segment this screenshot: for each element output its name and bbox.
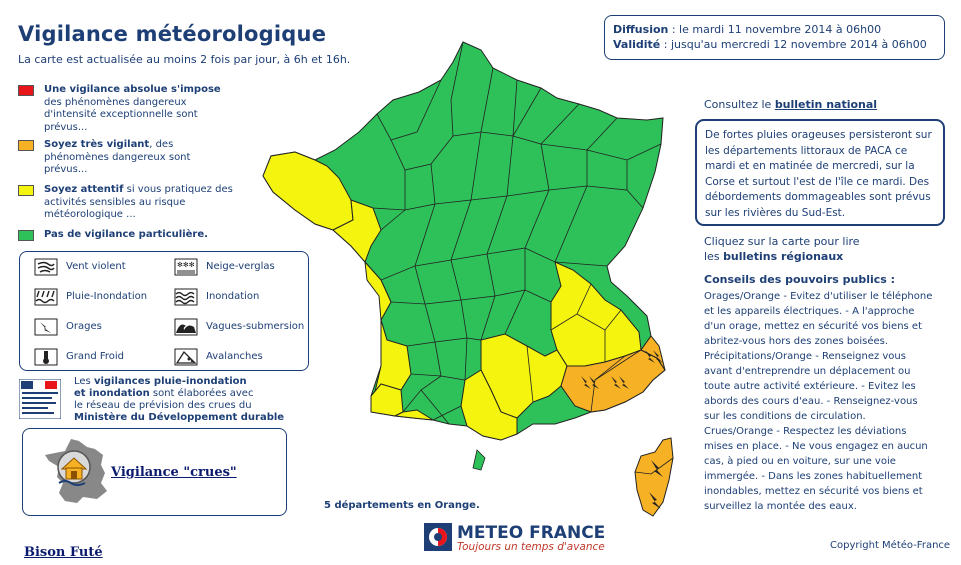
legend-yellow [18, 184, 233, 222]
meteo-france-slogan: Toujours un temps d'avance [457, 541, 605, 553]
diffusion-value: : le mardi 11 novembre 2014 à 06h00 [668, 23, 882, 36]
france-flood-map-icon [43, 437, 111, 509]
meteo-france-logo-icon [424, 523, 452, 551]
phenomenon-cold [34, 348, 124, 366]
phenomenon-label: Vagues-submersion [206, 321, 305, 332]
bulletin-summary: De fortes pluies orageuses persisteront sur les départements littoraux de PACA ce mardi et en matinée de mercredi, sur la Corse et surtout l'est de l'île ce mardi. Des débordements dommageables sont prévus sur les rivières du Sud-Est. [695, 119, 945, 226]
regional-bulletins-note [704, 234, 944, 264]
avalanche-icon [174, 348, 198, 366]
validity-value: : jusqu'au mercredi 12 novembre 2014 à 06h00 [660, 38, 927, 51]
consult-prefix: Consultez le [704, 98, 775, 111]
phenomenon-label: Pluie-Inondation [66, 291, 148, 302]
legend-green-title: Pas de vigilance particulière. [44, 229, 208, 240]
phenomenon-flood [174, 288, 259, 306]
phenomenon-label: Inondation [206, 291, 260, 302]
legend-yellow-title: Soyez attentif [44, 184, 124, 195]
advice-title: Conseils des pouvoirs publics : [704, 273, 896, 286]
ministry-strong: et inondation [74, 388, 150, 399]
red-swatch [18, 85, 34, 96]
rain-flood-icon [34, 288, 58, 306]
validity-label: Validité [613, 38, 661, 51]
lightning-icon [34, 318, 58, 336]
ministry-text: Les [74, 376, 94, 387]
ministry-text: le réseau de prévision des crues du [74, 400, 252, 411]
copyright: Copyright Météo-France [830, 540, 951, 551]
legend-orange [18, 139, 233, 177]
page-subtitle: La carte est actualisée au moins 2 fois par jour, à 6h et 16h. [18, 53, 351, 66]
ministry-text: sont élaborées avec [149, 388, 254, 399]
bison-fute-link[interactable]: Bison Futé [24, 545, 103, 560]
vigilance-crues-link[interactable]: Vigilance "crues" [111, 465, 237, 480]
svg-text:✻✻✻: ✻✻✻ [177, 261, 195, 269]
regional-bulletins-link[interactable]: bulletins régionaux [723, 250, 844, 263]
page-title: Vigilance météorologique [18, 22, 327, 46]
crues-box[interactable] [22, 428, 287, 516]
phenomenon-rain-flood [34, 288, 147, 306]
wind-icon [34, 258, 58, 276]
ministry-strong: vigilances pluie-inondation [93, 376, 247, 387]
diffusion-box [604, 15, 945, 60]
orange-swatch [18, 140, 34, 151]
click-text: Cliquez sur la carte pour lire [704, 235, 860, 248]
green-swatch [18, 230, 34, 241]
phenomenon-avalanche [174, 348, 263, 366]
snow-icon [174, 258, 198, 276]
legend-yellow-desc: si vous pratiquez des activités sensibles au risque météorologique ... [44, 184, 233, 220]
phenomenon-label: Grand Froid [66, 351, 125, 362]
thermometer-icon [34, 348, 58, 366]
consult-line [704, 98, 877, 111]
advice-text: Orages/Orange - Evitez d'utiliser le téléphone et les appareils électriques. - A l'approche d'un orage, mettez en sécurité vos biens et abritez-vous hors des zones boisées. Précipitations/Orange - Renseignez vous avant d'entreprendre un déplacement ou toute autre activité extérieure. - Evitez les abords des cours d'eau. - Renseignez-vous sur les conditions de circulation. Crues/Orange - Respectez les déviations mises en place. - Ne vous engagez en aucun cas, à pied ou en voiture, sur une voie immergée. - Dans les zones habituellement inondables, mettez en sécurité vos biens et surveillez la montée des eaux. [704, 291, 933, 512]
click-text: les [704, 250, 724, 263]
ministry-logo [19, 379, 61, 419]
phenomenon-label: Vent violent [66, 261, 126, 272]
legend-green [18, 229, 233, 242]
legend-orange-title: Soyez très vigilant [44, 139, 150, 150]
legend-red-desc: des phénomènes dangereux d'intensité exceptionnelle sont prévus... [44, 96, 198, 133]
waves-icon [174, 318, 198, 336]
legend-red [18, 84, 233, 134]
meteo-france-name: METEO FRANCE [457, 523, 606, 543]
france-vigilance-map[interactable] [255, 40, 685, 520]
flood-icon [174, 288, 198, 306]
phenomenon-label: Avalanches [206, 351, 263, 362]
orange-count: 5 départements en Orange. [324, 500, 480, 511]
diffusion-label: Diffusion [613, 23, 669, 36]
yellow-swatch [18, 185, 34, 196]
legend-red-title: Une vigilance absolue s'impose [44, 84, 221, 95]
national-bulletin-link[interactable]: bulletin national [774, 98, 878, 111]
phenomenon-storm [34, 318, 102, 336]
phenomenon-wind [34, 258, 126, 276]
ministry-strong: Ministère du Développement durable [74, 412, 285, 423]
phenomenon-label: Orages [66, 321, 102, 332]
legend-orange-desc: , des phénomènes dangereux sont prévus... [44, 139, 191, 175]
phenomenon-label: Neige-verglas [206, 261, 275, 272]
